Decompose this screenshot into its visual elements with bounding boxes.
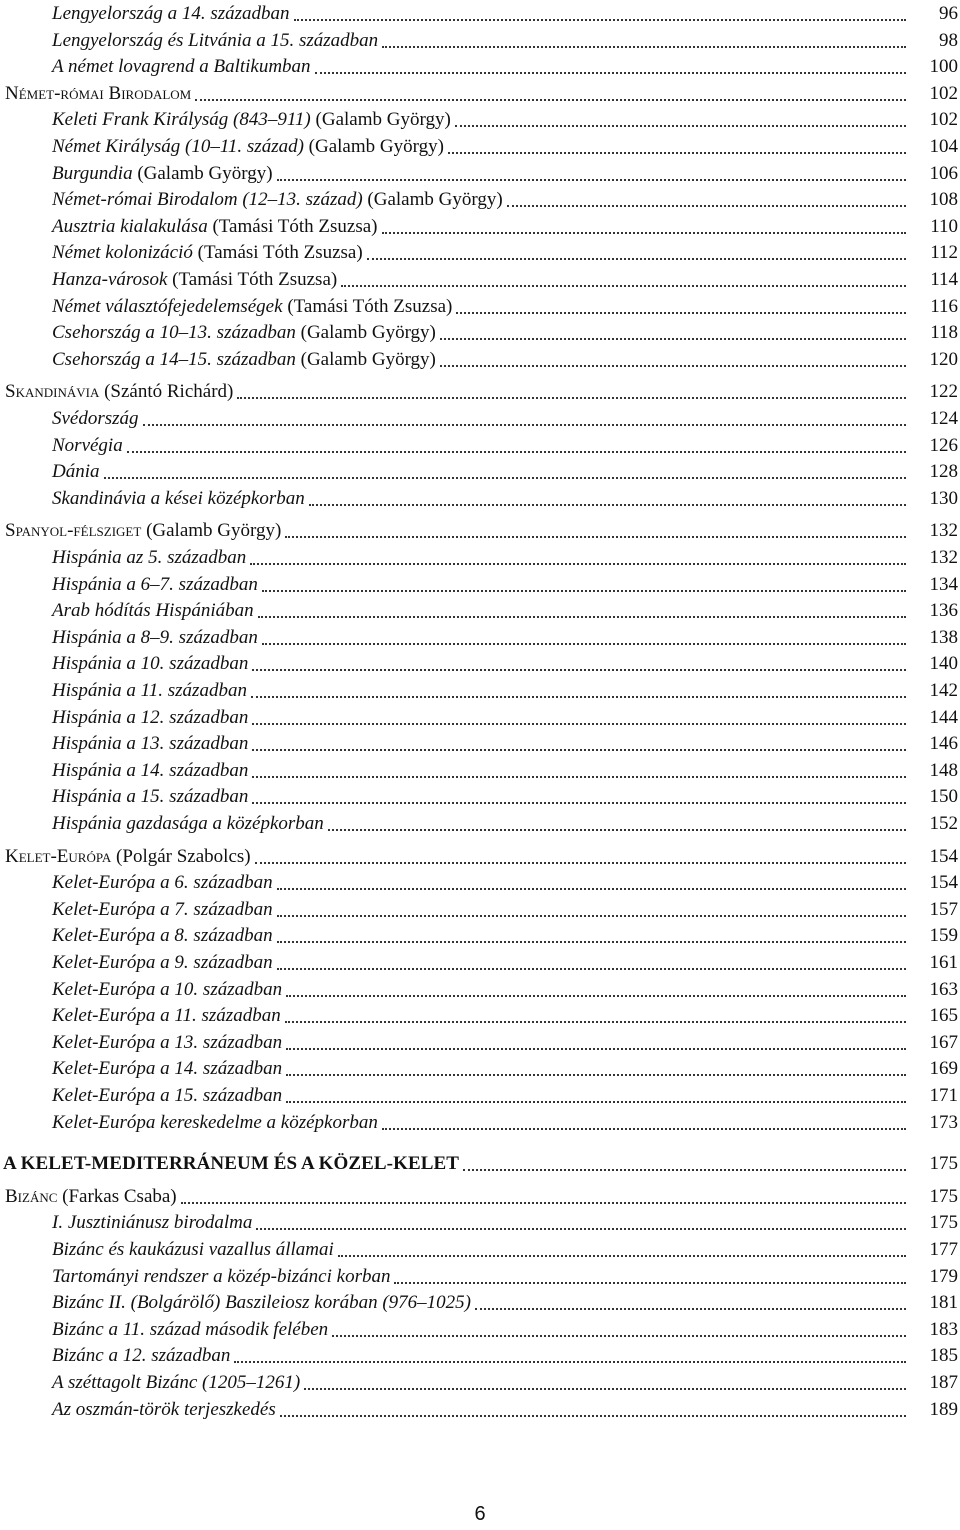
toc-entry-title-part: Hispánia a 14. században	[52, 759, 249, 781]
toc-entry-title	[52, 811, 324, 837]
toc-entry-page: 189	[929, 1398, 958, 1420]
toc-entry-title-part: Lengyelország a 14. században	[52, 3, 290, 24]
toc-entry-title-part: Svédország	[52, 408, 139, 429]
dot-leader	[258, 592, 906, 618]
toc-entry-title-part: (Galamb György)	[303, 136, 444, 157]
toc-entry[interactable]	[0, 486, 960, 512]
dot-leader	[382, 22, 906, 48]
toc-entry-title-part: Norvégia	[52, 434, 123, 456]
toc-entry-title	[5, 1184, 177, 1210]
toc-entry-title-part: Kelet-Európa a 11. században	[52, 1005, 281, 1027]
toc-entry-title	[52, 320, 436, 346]
dot-leader	[195, 75, 906, 101]
toc-entry-page: 126	[929, 434, 958, 456]
toc-entry-title-part: Csehország a 10–13. században	[52, 322, 296, 344]
page-number: 6	[474, 1503, 486, 1525]
toc-entry-title-part: (Galamb György)	[141, 520, 282, 542]
toc-entry-title-part: A német lovagrend a Baltikumban	[52, 56, 311, 78]
toc-entry-page: 110	[930, 215, 958, 237]
toc-entry-title-part: Hispánia a 8–9. században	[52, 626, 258, 648]
dot-leader	[143, 400, 906, 426]
toc-entry-title	[5, 81, 191, 107]
toc-entry-title-part: Csehország a 14–15. században	[52, 348, 296, 370]
toc-entry-title-part: I. Jusztiniánusz birodalma	[52, 1212, 253, 1234]
toc-entry-title-part: A széttagolt Bizánc (1205–1261)	[52, 1372, 301, 1393]
dot-leader	[286, 1024, 906, 1050]
toc-entry-title	[5, 844, 251, 870]
toc-entry[interactable]	[0, 1397, 960, 1423]
toc-entry-title-part: Kelet-Európa a 13. században	[52, 1031, 283, 1053]
toc-entry-title-part: Skandinávia a kései középkorban	[52, 487, 305, 509]
dot-leader	[277, 155, 906, 181]
toc-entry-title-part: Hispánia gazdasága a középkorban	[52, 813, 324, 834]
toc-entry-title	[52, 1264, 390, 1290]
toc-entry-page: 150	[929, 786, 958, 808]
toc-entry-title-part: Kelet-Európa a 14. században	[52, 1058, 283, 1080]
toc-entry-title-part: Tartományi rendszer a közép-bizánci korban	[52, 1265, 391, 1287]
toc-entry-page: 104	[929, 136, 958, 157]
toc-entry-title	[52, 1056, 282, 1082]
toc-entry-title-part: (Galamb György)	[132, 162, 273, 184]
toc-entry-title-part: Bizánc a 11. század második felében	[52, 1318, 329, 1340]
dot-leader	[440, 314, 906, 340]
toc-entry-title-part: Kelet-Európa kereskedelme a középkorban	[52, 1111, 378, 1133]
toc-entry-page: 181	[929, 1292, 958, 1314]
toc-entry-title-part: Bizánc és kaukázusi vazallus államai	[52, 1239, 334, 1260]
toc-entry-title	[52, 1370, 300, 1396]
toc-entry-title-part: Német kolonizáció	[52, 242, 193, 264]
toc-entry[interactable]	[0, 347, 960, 373]
dot-leader	[234, 1337, 906, 1363]
toc-entry-title-part: Burgundia	[52, 162, 133, 184]
toc-entry-page: 177	[929, 1239, 958, 1260]
toc-entry-page: 171	[929, 1085, 958, 1106]
dot-leader	[394, 1258, 906, 1284]
toc-entry-title	[52, 161, 273, 187]
toc-entry-title	[52, 545, 246, 571]
toc-entry-title-part: (Tamási Tóth Zsuzsa)	[282, 295, 453, 317]
toc-entry-title	[52, 731, 248, 757]
toc-entry-page: 173	[929, 1111, 958, 1133]
dot-leader	[252, 752, 906, 778]
toc-entry-title	[52, 1110, 378, 1136]
toc-entry-page: 132	[929, 520, 958, 542]
toc-entry-title	[52, 486, 305, 512]
toc-entry-title-part: Skandinávia	[5, 381, 100, 403]
toc-entry[interactable]	[0, 811, 960, 837]
toc-entry-title	[52, 678, 247, 704]
dot-leader	[315, 48, 906, 74]
toc-entry-title	[52, 950, 273, 976]
toc-entry-page: 159	[929, 925, 958, 947]
toc-entry-title	[52, 784, 248, 810]
dot-leader	[277, 864, 906, 890]
dot-leader	[280, 1391, 906, 1417]
toc-entry-title	[52, 1237, 334, 1263]
toc-entry-title-part: Arab hódítás Hispániában	[52, 600, 254, 622]
toc-entry-page: 128	[929, 461, 958, 483]
toc-entry-title-part: (Tamási Tóth Zsuzsa)	[192, 242, 363, 264]
toc-entry-title-part: Hispánia a 11. században	[52, 680, 247, 701]
toc-entry-title	[52, 1397, 276, 1423]
dot-leader	[332, 1311, 906, 1337]
toc-entry-page: 98	[939, 29, 958, 51]
toc-entry-title	[52, 870, 273, 896]
toc-entry-title	[52, 705, 248, 731]
dot-leader	[286, 1077, 906, 1103]
toc-entry-title	[52, 294, 452, 320]
toc-entry-title-part: Kelet-Európa a 10. században	[52, 978, 283, 1000]
toc-entry-title-part: Kelet-Európa a 7. században	[52, 898, 273, 920]
toc-entry-title	[52, 897, 273, 923]
dot-leader	[309, 480, 906, 506]
dot-leader	[456, 288, 906, 314]
toc-entry[interactable]	[0, 1110, 960, 1136]
toc-entry-page: 96	[939, 3, 958, 24]
dot-leader	[463, 1145, 906, 1171]
toc-entry-title-part: Spanyol-félsziget	[5, 520, 142, 542]
toc-entry-page: 100	[929, 56, 958, 78]
dot-leader	[440, 341, 906, 367]
toc-entry-title	[52, 1343, 230, 1369]
toc-entry-title-part: Lengyelország és Litvánia a 15. században	[52, 29, 379, 51]
toc-entry-page: 122	[929, 381, 958, 403]
dot-leader	[256, 1204, 906, 1230]
dot-leader	[285, 997, 906, 1023]
toc-entry-page: 102	[929, 109, 958, 131]
toc-entry-title-part: Dánia	[52, 461, 100, 483]
toc-entry-title-part: (Farkas Csaba)	[57, 1185, 177, 1207]
toc-entry-title	[52, 1, 290, 27]
dot-leader	[286, 1050, 906, 1076]
toc-entry-title-part: Kelet-Európa a 6. században	[52, 872, 273, 894]
toc-entry-page: 179	[929, 1265, 958, 1287]
toc-entry-page: 175	[929, 1185, 958, 1207]
dot-leader	[455, 101, 906, 127]
toc-entry-title	[52, 406, 139, 432]
dot-leader	[262, 566, 906, 592]
toc-entry-title	[52, 1083, 282, 1109]
toc-entry-title	[52, 572, 258, 598]
toc-entry-title-part: Kelet-Európa a 15. században	[52, 1085, 283, 1106]
dot-leader	[304, 1364, 906, 1390]
toc-entry-page: 163	[929, 978, 958, 1000]
toc-entry-page: 114	[930, 269, 958, 290]
toc-entry-page: 142	[929, 680, 958, 701]
toc-entry-title-part: (Galamb György)	[295, 322, 436, 344]
toc-entry-title-part: Hispánia a 10. században	[52, 653, 249, 675]
toc-entry-title	[52, 1210, 252, 1236]
dot-leader	[127, 427, 906, 453]
toc-entry-title-part: Német-római Birodalom	[5, 82, 192, 104]
toc-entry-page: 108	[929, 189, 958, 211]
dot-leader	[252, 778, 906, 804]
dot-leader	[382, 1104, 906, 1130]
dot-leader	[104, 453, 906, 479]
toc-entry-page: 136	[929, 600, 958, 622]
toc-entry-title	[52, 758, 248, 784]
toc-entry-title-part: Kelet-Európa a 8. században	[52, 925, 273, 947]
dot-leader	[328, 805, 906, 831]
toc-entry-title-part: Hispánia a 15. században	[52, 786, 249, 808]
dot-leader	[448, 128, 906, 154]
toc-entry-page: 140	[929, 653, 958, 675]
toc-entry-title-part: Hispánia a 13. században	[52, 733, 249, 755]
toc-entry-page: 132	[929, 547, 958, 568]
toc-entry-page: 134	[929, 573, 958, 595]
toc-entry-title	[52, 977, 282, 1003]
toc-entry-title	[5, 518, 281, 544]
toc-entry-title-part: Bizánc	[5, 1185, 58, 1207]
toc-entry-page: 144	[929, 706, 958, 728]
toc-entry-title-part: Német választófejedelemségek	[52, 295, 283, 317]
toc-entry-title-part: (Tamási Tóth Zsuzsa)	[207, 215, 378, 237]
dot-leader	[367, 234, 906, 260]
dot-leader	[341, 261, 906, 287]
dot-leader	[277, 917, 906, 943]
toc-entry-page: 116	[930, 295, 958, 317]
toc-entry-title-part: Hispánia a 6–7. században	[52, 573, 258, 595]
dot-leader	[251, 672, 906, 698]
toc-entry-title-part: Keleti Frank Királyság (843–911)	[52, 109, 311, 131]
toc-entry-title-part: A KELET-MEDITERRÁNEUM ÉS A KÖZEL-KELET	[3, 1153, 460, 1175]
toc-entry-page: 138	[929, 626, 958, 648]
toc-entry-page: 187	[929, 1372, 958, 1393]
toc-entry-title-part: (Galamb György)	[310, 109, 451, 131]
toc-entry-title-part: Bizánc a 12. században	[52, 1345, 231, 1367]
dot-leader	[382, 208, 906, 234]
toc-entry-page: 106	[929, 162, 958, 184]
dot-leader	[277, 891, 906, 917]
toc-entry-title	[3, 1151, 459, 1177]
toc-entry-title-part: Kelet-Európa	[5, 845, 112, 867]
toc-entry-page: 175	[929, 1153, 958, 1175]
toc-entry-title	[52, 625, 258, 651]
toc-entry-title-part: (Polgár Szabolcs)	[111, 845, 251, 867]
toc-entry-title-part: (Galamb György)	[295, 348, 436, 370]
dot-leader	[250, 539, 906, 565]
toc-entry-title	[52, 1030, 282, 1056]
toc-entry-page: 148	[929, 759, 958, 781]
toc-entry-page: 102	[929, 82, 958, 104]
toc-entry-title-part: Ausztria kialakulása	[52, 215, 208, 237]
dot-leader	[475, 1284, 906, 1310]
toc-entry-title	[52, 651, 248, 677]
toc-entry-title-part: (Szántó Richárd)	[99, 381, 234, 403]
toc-entry-title	[52, 107, 451, 133]
toc-entry-page: 118	[930, 322, 958, 344]
toc-entry-page: 157	[929, 898, 958, 920]
dot-leader	[285, 512, 906, 538]
toc-entry-title-part: Kelet-Európa a 9. században	[52, 952, 273, 973]
toc-entry-page: 183	[929, 1318, 958, 1340]
toc-entry-title-part: (Tamási Tóth Zsuzsa)	[167, 269, 338, 290]
toc-entry-title	[52, 240, 363, 266]
toc-entry-page: 161	[929, 952, 958, 973]
toc-entry-page: 165	[929, 1005, 958, 1027]
toc-entry-page: 154	[929, 872, 958, 894]
dot-leader	[255, 838, 906, 864]
dot-leader	[294, 0, 906, 21]
toc-entry-title	[52, 214, 378, 240]
toc-entry-page: 185	[929, 1345, 958, 1367]
dot-leader	[252, 645, 906, 671]
toc-entry-title	[52, 347, 436, 373]
dot-leader	[252, 725, 906, 751]
toc-entry-page: 167	[929, 1031, 958, 1053]
dot-leader	[262, 619, 906, 645]
dot-leader	[286, 971, 906, 997]
dot-leader	[277, 944, 906, 970]
dot-leader	[507, 181, 906, 207]
toc-entry-page: 152	[929, 813, 958, 834]
toc-entry-title-part: (Galamb György)	[362, 189, 503, 211]
toc-entry-title	[52, 267, 337, 293]
toc-entry-title-part: Német Királyság (10–11. század)	[52, 136, 304, 157]
toc-entry[interactable]	[0, 1151, 960, 1177]
toc-entry-page: 146	[929, 733, 958, 755]
dot-leader	[237, 373, 906, 399]
toc-entry-title	[52, 459, 100, 485]
toc-entry-page: 120	[929, 348, 958, 370]
toc-entry-title	[52, 1003, 281, 1029]
toc-entry-title-part: Hanza-városok	[52, 269, 168, 290]
toc-entry-title-part: Az oszmán-török terjeszkedés	[52, 1398, 276, 1420]
toc-entry-title	[52, 598, 254, 624]
toc-entry-page: 169	[929, 1058, 958, 1080]
toc-entry-title-part: Hispánia az 5. században	[52, 547, 247, 568]
toc-entry-page: 124	[929, 408, 958, 429]
toc-entry-page: 112	[930, 242, 958, 264]
toc-entry-title-part: Hispánia a 12. században	[52, 706, 249, 728]
toc-entry-page: 154	[929, 845, 958, 867]
dot-leader	[252, 699, 906, 725]
toc-entry-title-part: Bizánc II. (Bolgárölő) Baszileiosz korában (976–1025)	[52, 1292, 472, 1314]
toc-entry-title-part: Német-római Birodalom (12–13. század)	[52, 189, 363, 211]
dot-leader	[338, 1231, 906, 1257]
dot-leader	[181, 1178, 906, 1204]
toc-entry-page: 175	[929, 1212, 958, 1234]
toc-entry-title	[52, 923, 273, 949]
toc-entry-page: 130	[929, 487, 958, 509]
